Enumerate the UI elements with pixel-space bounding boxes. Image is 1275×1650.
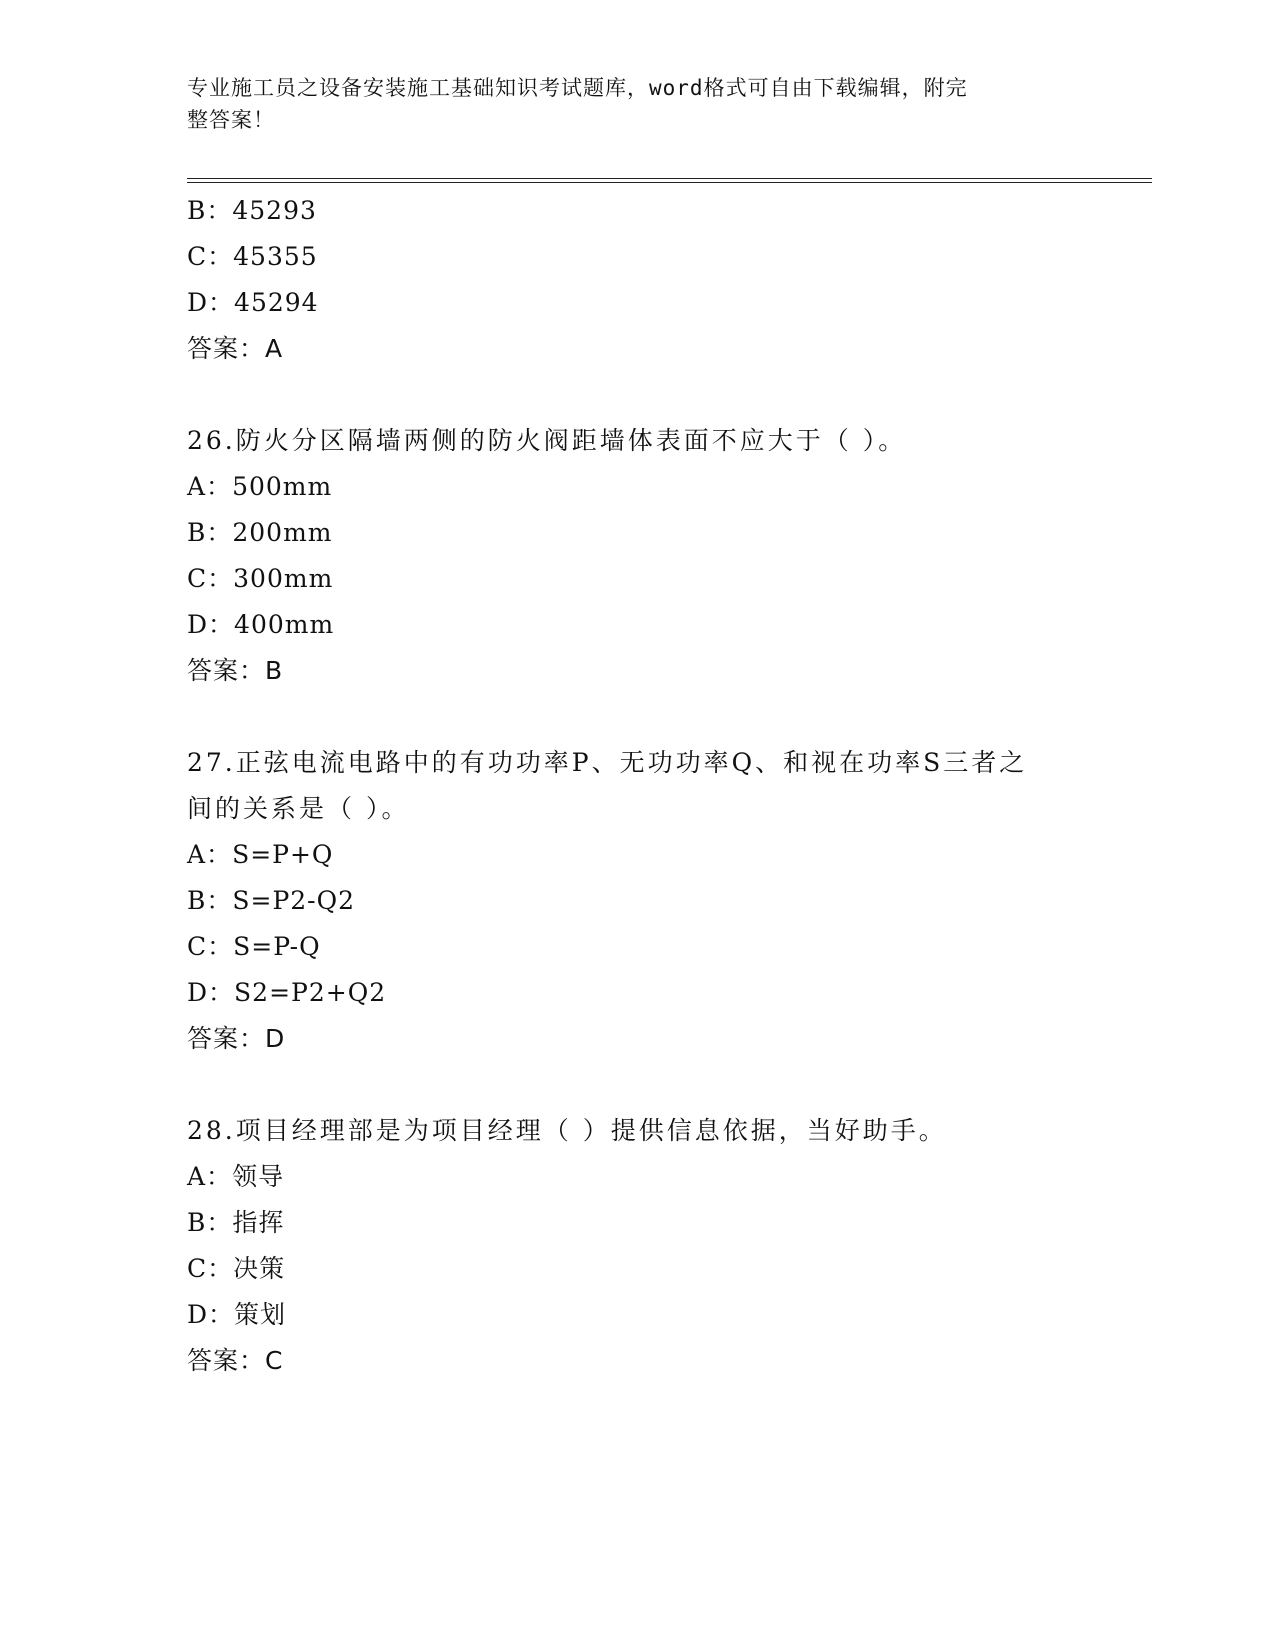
option-text: 领导	[232, 1162, 285, 1191]
option-c	[187, 924, 1087, 970]
question-25	[187, 188, 1087, 372]
option-letter: B：	[187, 1208, 233, 1237]
option-letter: A：	[187, 1162, 233, 1191]
answer: 答案：D	[187, 1024, 286, 1053]
option-letter: C：	[187, 1254, 234, 1283]
option-a	[187, 464, 1087, 510]
option-letter: B：	[187, 196, 233, 225]
option-d	[187, 1292, 1087, 1338]
option-text: 指挥	[232, 1208, 285, 1237]
option-c	[187, 1246, 1087, 1292]
option-c	[187, 234, 1087, 280]
option-letter: D：	[187, 610, 235, 639]
option-text: 300mm	[233, 564, 334, 593]
option-letter: D：	[187, 288, 235, 317]
option-b	[187, 878, 1087, 924]
option-text: 400mm	[234, 610, 335, 639]
option-letter: A：	[187, 840, 233, 869]
option-text: S=P2-Q2	[232, 886, 356, 915]
option-text: 200mm	[232, 518, 333, 547]
option-text: 500mm	[232, 472, 333, 501]
answer: 答案：A	[187, 334, 284, 363]
option-a	[187, 1154, 1087, 1200]
option-d	[187, 602, 1087, 648]
header-line-2: 整答案！	[187, 108, 275, 132]
question-stem-line-2: 间的关系是（ ）。	[187, 794, 410, 823]
option-b	[187, 510, 1087, 556]
option-text: S=P+Q	[232, 840, 334, 869]
option-d	[187, 970, 1087, 1016]
answer: 答案：B	[187, 656, 284, 685]
question-28	[187, 1108, 1087, 1384]
option-text: S=P-Q	[233, 932, 321, 961]
header-line-1: 专业施工员之设备安装施工基础知识考试题库，word格式可自由下载编辑，附完	[187, 76, 968, 100]
question-stem: 28.项目经理部是为项目经理（ ）提供信息依据，当好助手。	[187, 1116, 947, 1145]
answer: 答案：C	[187, 1346, 284, 1375]
question-26	[187, 418, 1087, 694]
header-rule-top	[187, 178, 1152, 179]
question-stem-line-1: 27.正弦电流电路中的有功功率P、无功功率Q、和视在功率S三者之	[187, 748, 1028, 777]
option-text: 决策	[233, 1254, 286, 1283]
option-b	[187, 1200, 1087, 1246]
option-d	[187, 280, 1087, 326]
question-27	[187, 740, 1087, 1062]
option-letter: D：	[187, 978, 235, 1007]
option-a	[187, 832, 1087, 878]
option-text: 45293	[232, 196, 317, 225]
option-letter: C：	[187, 564, 234, 593]
option-letter: B：	[187, 886, 233, 915]
question-stem: 26.防火分区隔墙两侧的防火阀距墙体表面不应大于（ ）。	[187, 426, 907, 455]
document-header	[187, 72, 1067, 136]
option-text: S2=P2+Q2	[234, 978, 387, 1007]
option-letter: D：	[187, 1300, 235, 1329]
document-body	[187, 188, 1087, 1384]
option-text: 45355	[233, 242, 318, 271]
option-letter: A：	[187, 472, 233, 501]
header-rule-bottom	[187, 182, 1152, 183]
option-letter: B：	[187, 518, 233, 547]
option-letter: C：	[187, 932, 234, 961]
option-b	[187, 188, 1087, 234]
option-text: 45294	[234, 288, 319, 317]
option-text: 策划	[234, 1300, 287, 1329]
option-c	[187, 556, 1087, 602]
option-letter: C：	[187, 242, 234, 271]
